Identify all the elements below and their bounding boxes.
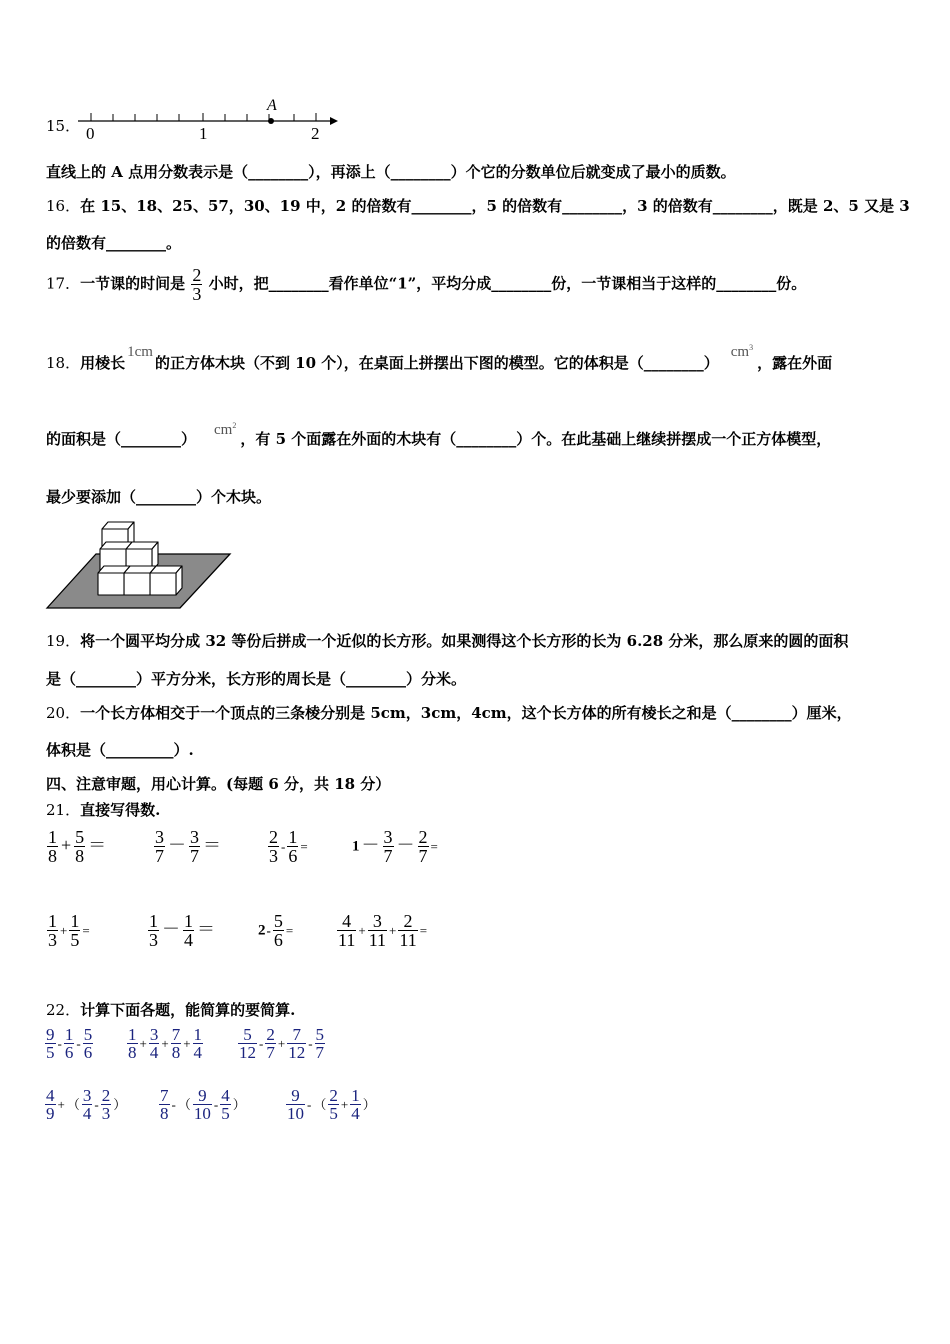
left-paren: （ (313, 1096, 327, 1112)
numerator: 2 (329, 1086, 338, 1105)
unit-volume-exp: 3 (749, 343, 754, 352)
q22-r2-e1 (44, 1087, 127, 1122)
q18-number: 18． (46, 354, 81, 372)
denominator: 8 (75, 846, 85, 866)
operator: - (213, 1096, 219, 1112)
fraction (47, 828, 58, 865)
fraction (154, 828, 165, 865)
operator: - (94, 1096, 99, 1112)
denominator: 3 (149, 930, 158, 950)
fraction-numerator: 2 (192, 265, 202, 285)
fraction (265, 1026, 276, 1061)
numerator: 1 (193, 1025, 203, 1044)
equals: = (300, 838, 308, 854)
fraction (315, 1026, 326, 1061)
denominator: 3 (269, 846, 278, 866)
denominator: 10 (287, 1104, 304, 1123)
unit-volume (731, 344, 753, 360)
q21-r2-e3 (258, 912, 294, 949)
fraction (64, 1026, 75, 1061)
numerator: 2 (398, 912, 417, 931)
right-paren: ） (362, 1096, 376, 1112)
numerator: 1 (351, 1086, 360, 1105)
q21-r1-e2 (153, 828, 223, 865)
right-paren: ） (113, 1096, 127, 1112)
denominator: 7 (190, 846, 199, 866)
numerator: 1 (48, 827, 57, 847)
cube-model-figure (44, 518, 234, 612)
q18-line2 (46, 421, 832, 449)
q19-number: 19． (46, 632, 81, 650)
fraction (45, 1087, 56, 1122)
q19-line1 (46, 630, 848, 651)
denominator: 5 (70, 930, 80, 950)
fraction (171, 1026, 182, 1061)
numerator: 1 (64, 1025, 74, 1044)
denominator: 4 (351, 1104, 360, 1123)
numerator: 5 (75, 827, 85, 847)
q18-part1: 用棱长 (80, 354, 126, 372)
operator: + (277, 1035, 286, 1051)
point-a-label: A (267, 97, 277, 114)
fraction (238, 1026, 257, 1061)
q20-line2: 体积是（_________）. (46, 741, 194, 759)
q18-line2-a: 的面积是（________） (46, 430, 197, 448)
numerator: 2 (418, 827, 428, 847)
axis-label-0: 0 (86, 124, 95, 142)
numerator: 3 (155, 827, 164, 847)
unit-length: 1cm (127, 344, 153, 360)
q20-number: 20． (46, 704, 81, 722)
numerator: 1 (128, 1025, 137, 1044)
left-paren: （ (66, 1096, 80, 1112)
fraction (328, 1087, 339, 1122)
operator: + (60, 922, 68, 938)
q21-r2-e4 (336, 912, 428, 949)
equals: = (430, 838, 438, 854)
denominator: 6 (64, 1043, 74, 1062)
number-line-ticks (91, 113, 316, 121)
operator: - (76, 1035, 81, 1051)
fraction (350, 1087, 361, 1122)
denominator: 11 (368, 930, 387, 950)
equals: ＝ (197, 918, 215, 939)
numerator: 3 (383, 827, 393, 847)
fraction (268, 828, 279, 865)
numerator: 4 (337, 912, 356, 931)
fraction (159, 1087, 170, 1122)
operator: + (161, 1035, 169, 1051)
denominator: 12 (288, 1043, 306, 1062)
numerator: 7 (171, 1025, 181, 1044)
denominator: 4 (193, 1043, 203, 1062)
q16-number: 16． (46, 197, 81, 215)
unit-volume-base: cm (730, 344, 750, 360)
denominator: 4 (149, 1043, 159, 1062)
equals: = (419, 922, 428, 938)
q15-number-label: 15． (46, 117, 81, 135)
q22-r1-e3 (237, 1026, 326, 1061)
numerator: 9 (46, 1025, 55, 1044)
fraction (149, 1026, 160, 1061)
unit-area-base: cm (214, 422, 233, 438)
denominator: 6 (83, 1043, 93, 1062)
denominator: 7 (383, 846, 393, 866)
fraction (418, 828, 429, 865)
q18-line3: 最少要添加（________）个木块。 (46, 488, 272, 506)
operator: - (266, 922, 271, 938)
q17-part1: 一节课的时间是 (80, 274, 186, 293)
denominator: 4 (82, 1104, 92, 1123)
operator: + (57, 1096, 65, 1112)
denominator: 6 (273, 930, 283, 950)
q21-r2-e2 (147, 912, 217, 949)
left-paren: （ (177, 1096, 191, 1112)
fraction (82, 1087, 93, 1122)
numerator: 5 (238, 1026, 257, 1044)
numerator: 1 (70, 911, 80, 931)
fraction (47, 912, 58, 949)
q17-part2: 小时，把________看作单位“1”，平均分成________份，一节课相当于这样的________份。 (208, 274, 807, 293)
numerator: 5 (315, 1025, 325, 1044)
numerator: 9 (193, 1087, 212, 1105)
operator: - (281, 838, 286, 854)
number-line-arrow (330, 117, 338, 125)
fraction (193, 1087, 212, 1122)
axis-label-1: 1 (199, 124, 208, 142)
numerator: 7 (287, 1026, 306, 1044)
fraction (337, 912, 356, 949)
operator: + (389, 922, 397, 938)
unit-area-exp: 2 (232, 421, 237, 430)
q22-title (46, 999, 295, 1020)
fraction (287, 1026, 306, 1061)
fraction (220, 1087, 231, 1122)
equals: ＝ (88, 834, 107, 855)
q16-line1 (46, 195, 910, 216)
q18-part2: 的正方体木块（不到 10 个），在桌面上拼摆出下图的模型。它的体积是（________） (154, 354, 719, 372)
denominator: 12 (239, 1043, 256, 1062)
unit-area (214, 422, 236, 438)
operator: － (361, 834, 380, 855)
q20-line1 (46, 702, 852, 723)
numerator: 5 (273, 911, 283, 931)
fraction-denominator: 3 (192, 284, 202, 304)
operator: － (396, 834, 415, 855)
q22-r2-e3 (285, 1087, 377, 1122)
denominator: 7 (315, 1043, 325, 1062)
fraction (69, 912, 80, 949)
q15-text: 直线上的 A 点用分数表示是（________），再添上（________）个它的分数单位后就变成了最小的质数。 (46, 163, 736, 181)
q21-r1-e3 (267, 828, 309, 865)
q16-line2: 的倍数有________。 (46, 234, 182, 252)
q22-r1-e2 (126, 1026, 204, 1061)
operator: + (139, 1035, 147, 1051)
denominator: 3 (101, 1104, 111, 1123)
denominator: 11 (338, 930, 356, 950)
numerator: 3 (82, 1086, 92, 1105)
numerator: 2 (269, 827, 278, 847)
whole-number: 2 (258, 922, 266, 939)
fraction (189, 828, 200, 865)
q22-number: 22． (46, 1001, 81, 1019)
q21-r1-e1 (46, 828, 108, 865)
operator: + (340, 1096, 349, 1112)
q22-r2-e2 (158, 1087, 247, 1122)
denominator: 5 (221, 1104, 230, 1123)
denominator: 7 (155, 846, 164, 866)
denominator: 8 (171, 1043, 181, 1062)
denominator: 5 (329, 1104, 338, 1123)
numerator: 1 (48, 911, 57, 931)
numerator: 2 (101, 1086, 111, 1105)
operator: - (171, 1096, 176, 1112)
denominator: 8 (48, 846, 57, 866)
fraction (193, 1026, 204, 1061)
right-paren: ） (232, 1096, 246, 1112)
fraction (127, 1026, 138, 1061)
operator: + (358, 922, 366, 938)
fraction (45, 1026, 56, 1061)
numerator: 9 (286, 1087, 305, 1105)
denominator: 11 (399, 930, 417, 950)
denominator: 4 (184, 930, 193, 950)
q18-part3: ，露在外面 (757, 354, 833, 372)
number-line-figure (78, 96, 340, 142)
q22-r1-e1 (44, 1026, 94, 1061)
fraction (286, 1087, 305, 1122)
fraction (83, 1026, 94, 1061)
numerator: 1 (288, 827, 298, 847)
equals: = (82, 922, 90, 938)
fraction (273, 912, 284, 949)
q16-line1-text: 在 15、18、25、57，30、19 中，2 的倍数有________，5 的倍数有________，3 的倍数有________，既是 2、5 又是 3 (80, 197, 910, 215)
fraction (74, 828, 85, 865)
q20-line1-text: 一个长方体相交于一个顶点的三条棱分别是 5cm，3cm，4cm，这个长方体的所有棱长之和是（________）厘米， (80, 704, 852, 722)
numerator: 1 (184, 911, 193, 931)
numerator: 2 (266, 1025, 275, 1044)
numerator: 1 (149, 911, 158, 931)
numerator: 3 (368, 912, 387, 931)
denominator: 6 (288, 846, 298, 866)
denominator: 3 (48, 930, 57, 950)
fraction (148, 912, 159, 949)
whole-number: 1 (352, 838, 360, 855)
operator: - (259, 1035, 264, 1051)
operator: - (57, 1035, 62, 1051)
q15-number (46, 115, 80, 136)
denominator: 5 (46, 1043, 55, 1062)
q17-fraction (191, 266, 202, 303)
denominator: 10 (193, 1104, 211, 1123)
operator: - (307, 1096, 312, 1112)
axis-label-2: 2 (311, 124, 320, 142)
equals: ＝ (203, 834, 221, 855)
q21-r2-e1 (46, 912, 91, 949)
q19-line1-text: 将一个圆平均分成 32 等份后拼成一个近似的长方形。如果测得这个长方形的长为 6.28 分米，那么原来的圆的面积 (80, 632, 849, 650)
operator: + (183, 1035, 191, 1051)
fraction (183, 912, 194, 949)
fraction (287, 828, 298, 865)
fraction (101, 1087, 112, 1122)
numerator: 7 (160, 1086, 169, 1105)
operator: － (162, 918, 180, 939)
denominator: 8 (160, 1104, 169, 1123)
operator: － (168, 834, 186, 855)
denominator: 7 (418, 846, 428, 866)
point-a-dot (268, 118, 274, 124)
q22-title-text: 计算下面各题，能简算的要简算. (80, 1001, 296, 1019)
denominator: 7 (266, 1043, 275, 1062)
q18-line1 (46, 343, 833, 373)
q21-title (46, 799, 160, 820)
q21-title-text: 直接写得数. (80, 801, 161, 819)
equals: = (285, 922, 294, 938)
fraction (398, 912, 417, 949)
denominator: 9 (46, 1104, 55, 1123)
q17-number: 17． (46, 274, 81, 293)
fraction (368, 912, 387, 949)
operator: + (61, 834, 72, 855)
numerator: 4 (46, 1086, 55, 1105)
operator: - (308, 1035, 313, 1051)
q21-r1-e4 (352, 828, 439, 865)
q18-line2-b: ，有 5 个面露在外面的木块有（________）个。在此基础上继续拼摆成一个正方体模型， (240, 430, 832, 448)
numerator: 3 (149, 1025, 159, 1044)
section-4-title: 四、注意审题，用心计算。(每题 6 分，共 18 分） (46, 775, 391, 793)
numerator: 3 (190, 827, 199, 847)
q19-line2: 是（________）平方分米，长方形的周长是（________）分米。 (46, 670, 467, 688)
fraction (383, 828, 394, 865)
q17-line (46, 266, 806, 303)
numerator: 5 (83, 1025, 93, 1044)
denominator: 8 (128, 1043, 137, 1062)
numerator: 4 (221, 1086, 230, 1105)
q21-number: 21． (46, 801, 81, 819)
